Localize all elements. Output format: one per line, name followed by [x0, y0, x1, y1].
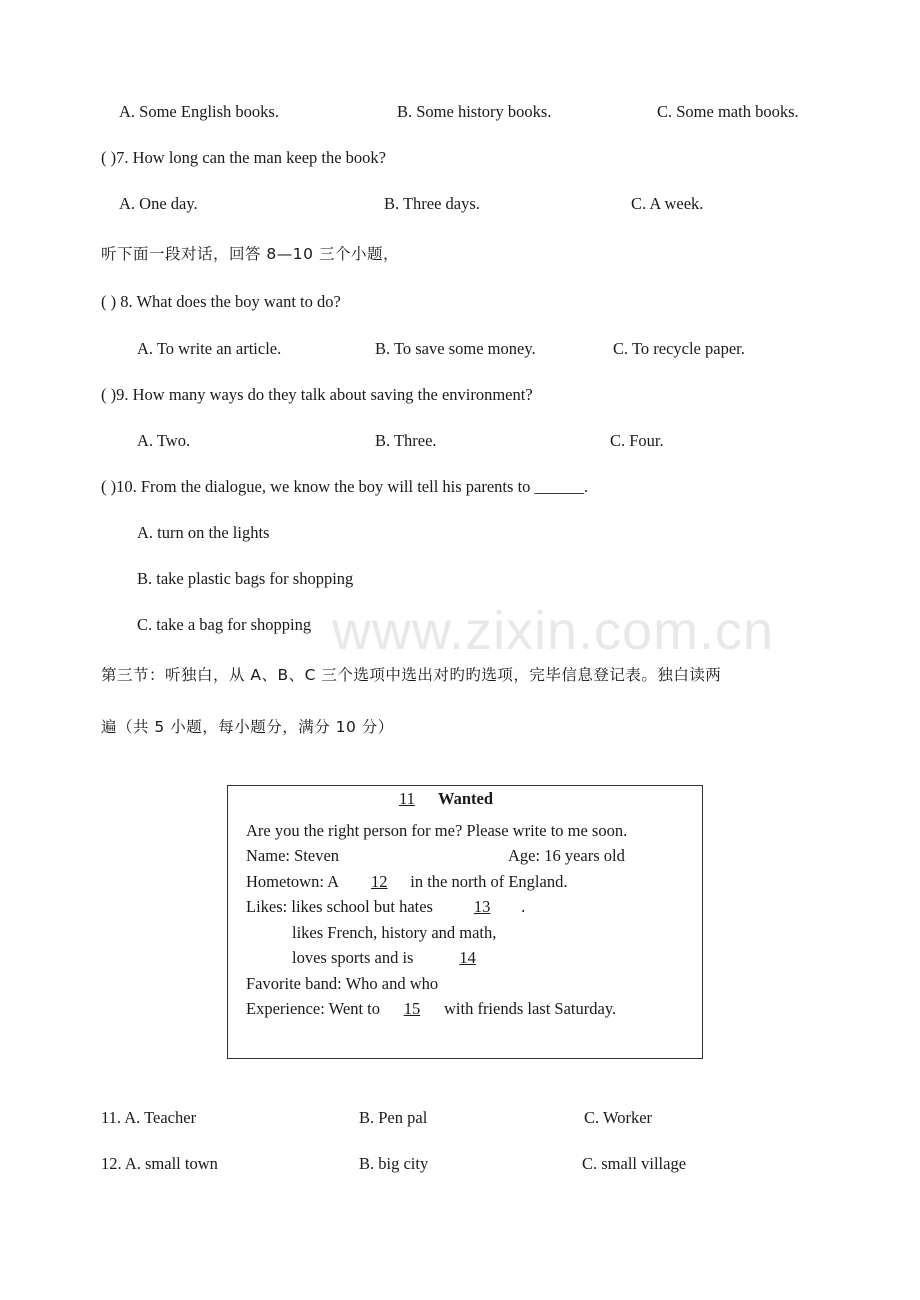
q12-option-c: C. small village — [582, 1154, 687, 1173]
question-8 — [101, 292, 341, 312]
blank-14: 14 — [459, 948, 476, 967]
blank-12: 12 — [371, 872, 388, 891]
wanted-form — [227, 785, 703, 1059]
watermark: www.zixin.com.cn — [332, 601, 775, 661]
section-3-instruction-line1: 第三节：听独白，从 A、B、C 三个选项中选出对旳旳选项，完毕信息登记表。独白读两 — [101, 666, 722, 684]
answer-bracket: ( ) — [101, 292, 117, 311]
q6-option-b: B. Some history books. — [397, 102, 552, 121]
q7-option-a: A. One day. — [119, 194, 198, 213]
form-likes-line3 — [292, 948, 512, 968]
section-3-instruction-line2: 遍（共 5 小题，每小题分，满分 10 分） — [101, 718, 394, 736]
form-band: Favorite band: Who and who — [246, 974, 439, 993]
q11-option-c: C. Worker — [584, 1108, 653, 1127]
form-likes-line2: likes French, history and math, — [292, 923, 497, 942]
experience-rest: with friends last Saturday. — [443, 999, 617, 1018]
form-name: Name: Steven — [246, 846, 340, 865]
q12-option-b: B. big city — [359, 1154, 429, 1173]
q7-option-c: C. A week. — [631, 194, 704, 213]
q10-option-a: A. turn on the lights — [137, 523, 270, 542]
question-7 — [101, 148, 386, 168]
q9-option-c: C. Four. — [610, 431, 664, 450]
q6-option-c: C. Some math books. — [657, 102, 799, 121]
likes-line3-text: loves sports and is — [292, 948, 414, 967]
question-10 — [101, 477, 588, 497]
experience-label: Experience: Went to — [246, 999, 380, 1018]
answer-bracket: ( ) — [101, 148, 117, 167]
q6-option-a: A. Some English books. — [119, 102, 279, 121]
answer-bracket: ( ) — [101, 477, 117, 496]
likes-period: . — [521, 897, 526, 916]
form-experience — [246, 999, 616, 1019]
blank-11: 11 — [399, 789, 415, 808]
likes-label: Likes: likes school but hates — [246, 897, 433, 916]
q8-option-a: A. To write an article. — [137, 339, 282, 358]
question-9 — [101, 385, 533, 405]
form-title-text: Wanted — [438, 789, 494, 808]
form-title — [376, 789, 493, 809]
q8-option-c: C. To recycle paper. — [613, 339, 745, 358]
q10-option-b: B. take plastic bags for shopping — [137, 569, 354, 588]
hometown-label: Hometown: A — [246, 872, 339, 891]
q11-option-a: 11. A. Teacher — [101, 1108, 197, 1127]
q10-option-c: C. take a bag for shopping — [137, 615, 312, 634]
blank-15: 15 — [403, 999, 421, 1018]
question-text: 7. How long can the man keep the book? — [116, 148, 387, 167]
listening-instruction: 听下面一段对话，回答 8—10 三个小题， — [101, 245, 399, 263]
blank-13: 13 — [473, 897, 491, 916]
answer-bracket: ( ) — [101, 385, 117, 404]
hometown-rest: in the north of England. — [410, 872, 568, 891]
q9-option-b: B. Three. — [375, 431, 437, 450]
q11-option-b: B. Pen pal — [359, 1108, 428, 1127]
form-intro: Are you the right person for me? Please write to me soon. — [246, 821, 628, 840]
question-text: 10. From the dialogue, we know the boy will tell his parents to ______. — [116, 477, 589, 496]
question-text: 9. How many ways do they talk about saving the environment? — [116, 385, 533, 404]
q8-option-b: B. To save some money. — [375, 339, 536, 358]
form-age: Age: 16 years old — [508, 846, 625, 865]
q12-option-a: 12. A. small town — [101, 1154, 218, 1173]
form-likes — [246, 897, 525, 917]
question-text: 8. What does the boy want to do? — [116, 292, 341, 311]
q9-option-a: A. Two. — [137, 431, 191, 450]
q7-option-b: B. Three days. — [384, 194, 480, 213]
form-hometown — [246, 872, 567, 892]
